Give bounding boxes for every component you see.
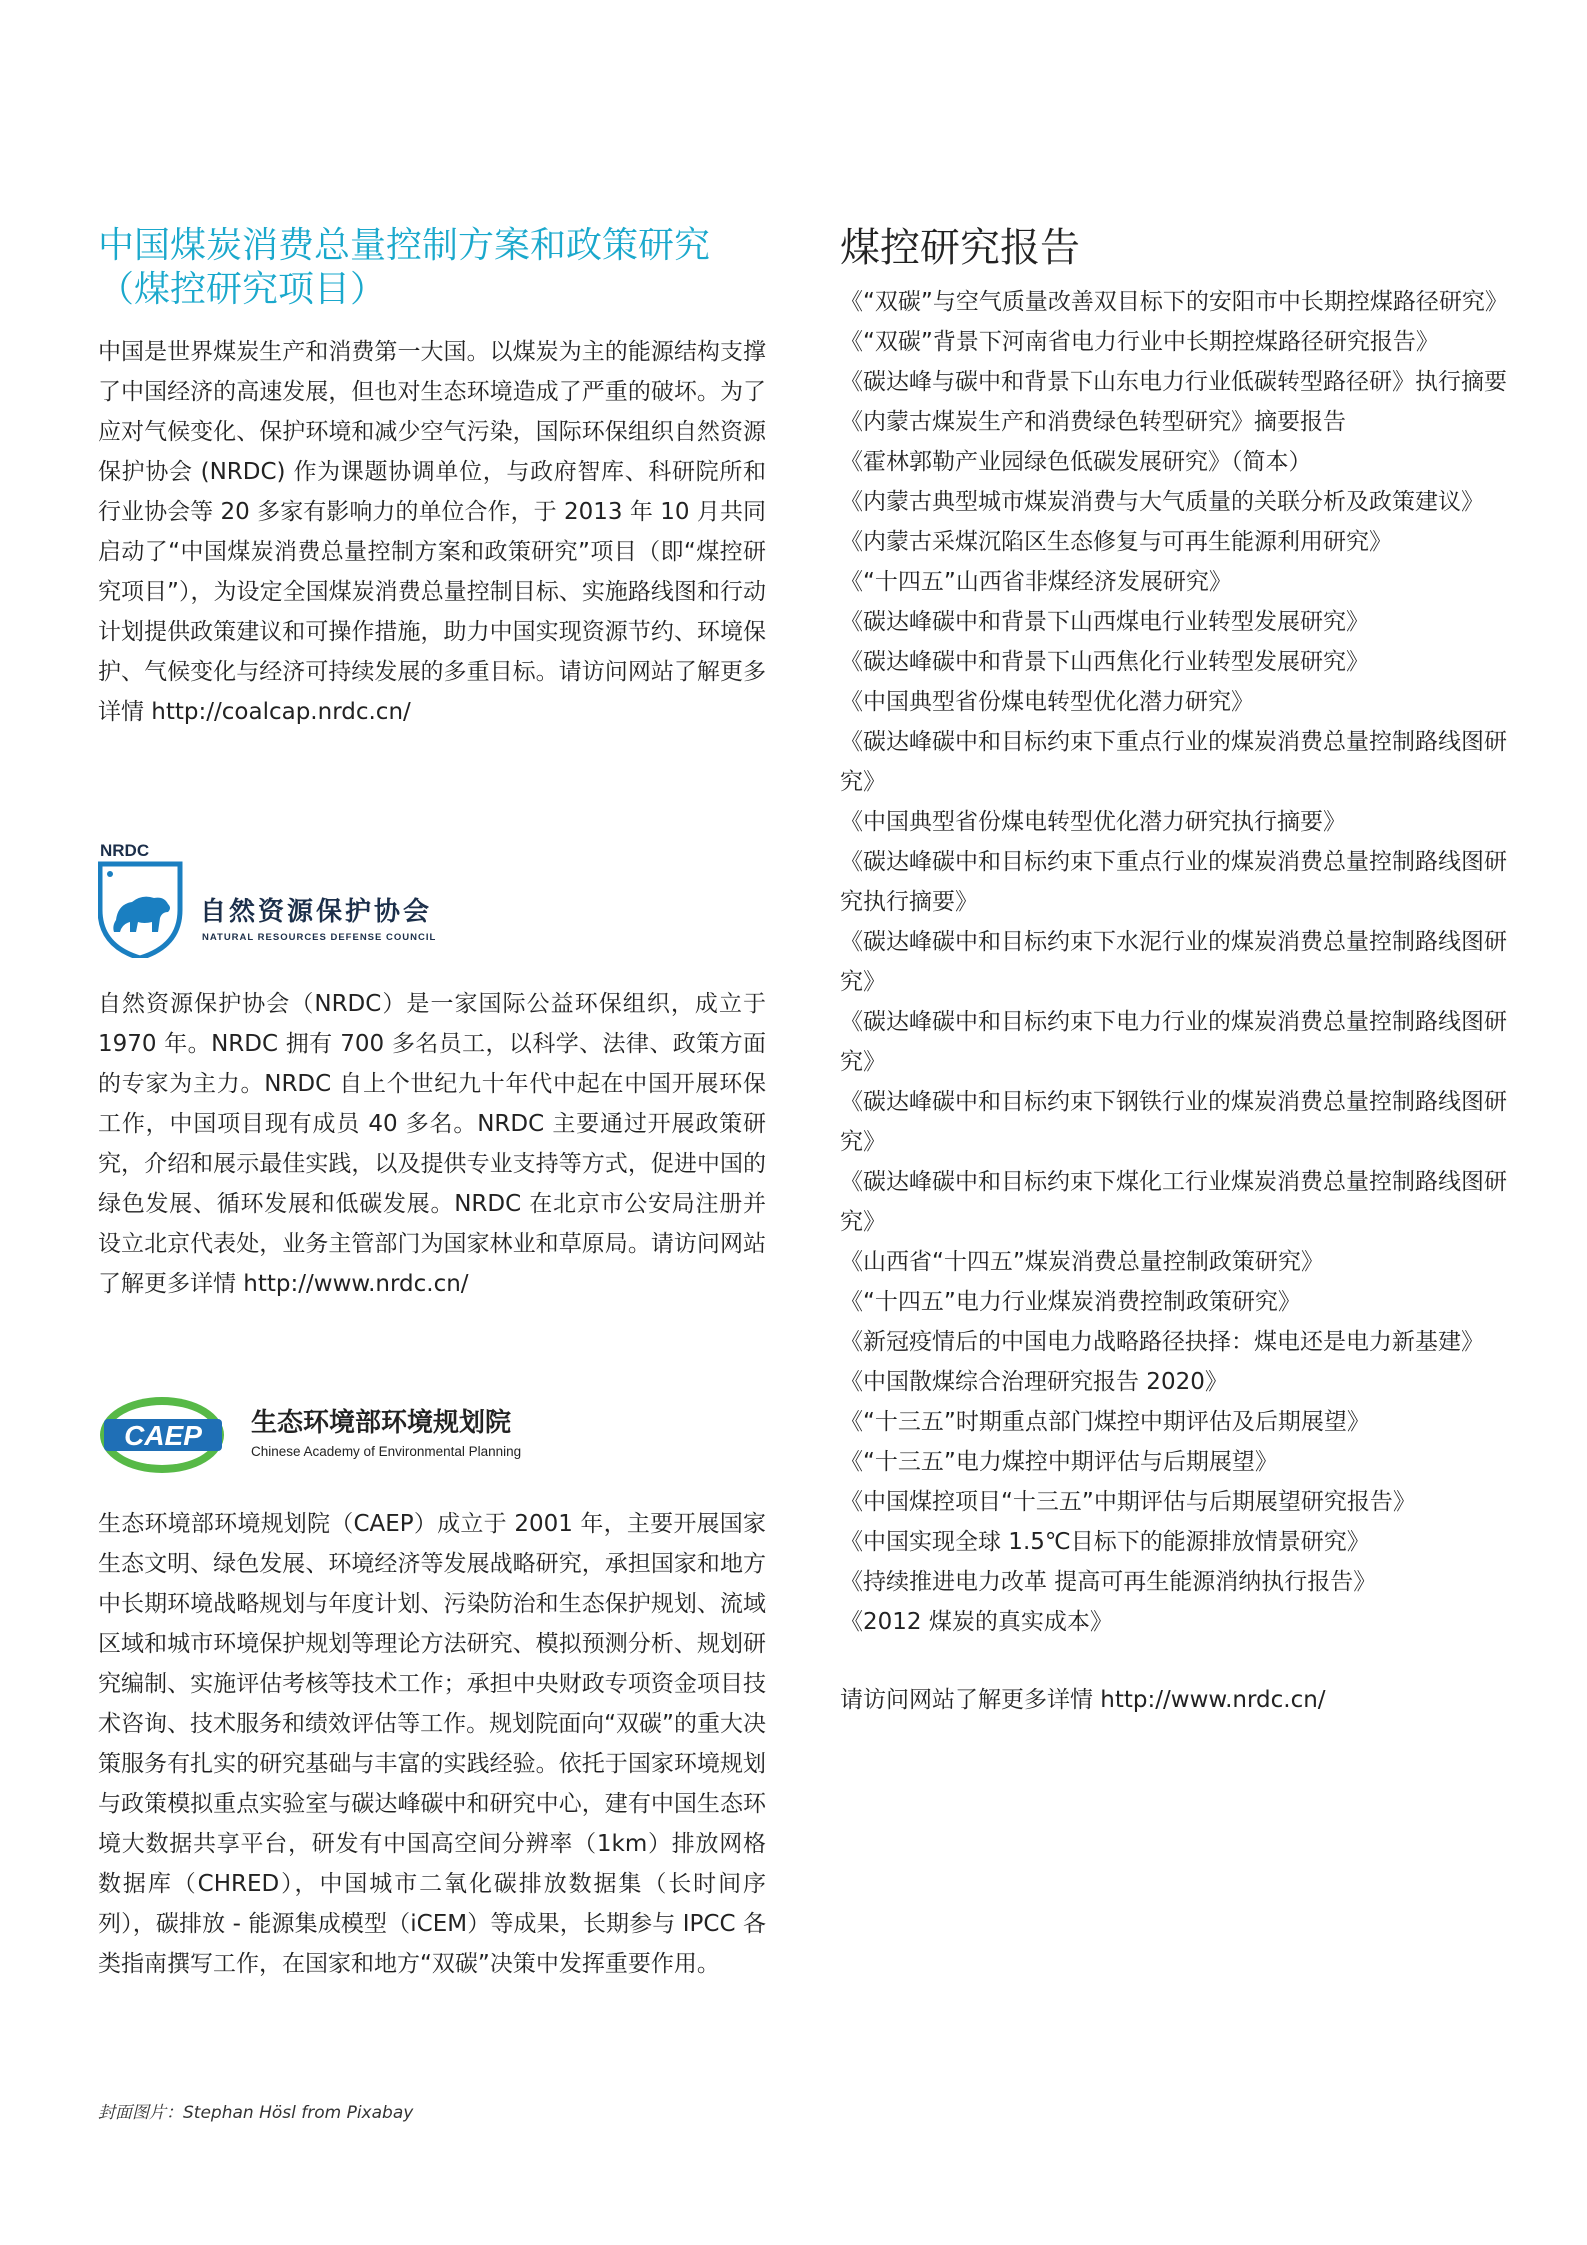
reports-list (840, 282, 1520, 1642)
report-item: 《“十四五”山西省非煤经济发展研究》 (840, 569, 1232, 595)
caep-description: 生态环境部环境规划院（CAEP）成立于 2001 年，主要开展国家生态文明、绿色发展、环境经济等发展战略研究，承担国家和地方中长期环境战略规划与年度计划、污染防治和生态保护规划、流域区域和城市环境保护规划等理论方法研究、模拟预测分析、规划研究编制、实施评估考核等技术工作；承担中央财政专项资金项目技术咨询、技术服务和绩效评估等工作。规划院面向“双碳”的重大决策服务有扎实的研究基础与丰富的实践经验。依托于国家环境规划与政策模拟重点实验室与碳达峰碳中和研究中心，建有中国生态环境大数据共享平台，研发有中国高空间分辨率（1km）排放网格数据库（CHRED），中国城市二氧化碳排放数据集（长时间序列），碳排放 - 能源集成模型（iCEM）等成果，长期参与 IPCC 各类指南撰写工作，在国家和地方“双碳”决策中发挥重要作用。 (98, 1511, 766, 1977)
report-item: 《碳达峰与碳中和背景下山东电力行业低碳转型路径研》执行摘要 (840, 369, 1507, 395)
nrdc-logo (98, 838, 498, 958)
nrdc-description: 自然资源保护协会（NRDC）是一家国际公益环保组织，成立于1970 年。NRDC 拥有 700 多名员工，以科学、法律、政策方面的专家为主力。NRDC 自上个世纪九十年代中起在中国开展环保工作，中国项目现有成员 40 多名。NRDC 主要通过开展政策研究，介绍和展示最佳实践，以及提供专业支持等方式，促进中国的绿色发展、循环发展和低碳发展。NRDC 在北京市公安局注册并设立北京代表处，业务主管部门为国家林业和草原局。请访问网站了解更多详情 http://www.nrdc.cn/ (98, 991, 766, 1297)
report-item: 《内蒙古采煤沉陷区生态修复与可再生能源利用研究》 (840, 529, 1392, 555)
report-item: 《山西省“十四五”煤炭消费总量控制政策研究》 (840, 1249, 1324, 1275)
polar-bear-shield-icon (100, 864, 180, 958)
report-item: 《碳达峰碳中和背景下山西焦化行业转型发展研究》 (840, 649, 1369, 675)
report-item: 《中国实现全球 1.5℃目标下的能源排放情景研究》 (840, 1529, 1370, 1555)
project-title-line2: （煤控研究项目） (98, 269, 387, 310)
report-item: 《“双碳”与空气质量改善双目标下的安阳市中长期控煤路径研究》 (840, 289, 1508, 315)
report-item: 《内蒙古典型城市煤炭消费与大气质量的关联分析及政策建议》 (840, 489, 1484, 515)
report-item: 《中国煤控项目“十三五”中期评估与后期展望研究报告》 (840, 1489, 1416, 1515)
report-item: 《“十三五”电力煤控中期评估与后期展望》 (840, 1449, 1278, 1475)
report-item: 《中国典型省份煤电转型优化潜力研究执行摘要》 (840, 809, 1346, 835)
cover-image-credit: 封面图片：Stephan Hösl from Pixabay (98, 2103, 414, 2123)
reports-section (840, 224, 1520, 1720)
report-item: 《碳达峰碳中和目标约束下钢铁行业的煤炭消费总量控制路线图研究》 (840, 1089, 1507, 1155)
caep-logo-abbr: CAEP (124, 1420, 202, 1451)
project-title-line1: 中国煤炭消费总量控制方案和政策研究 (98, 225, 711, 266)
report-item: 《碳达峰碳中和目标约束下煤化工行业煤炭消费总量控制路线图研究》 (840, 1169, 1507, 1235)
report-item: 《“双碳”背景下河南省电力行业中长期控煤路径研究报告》 (840, 329, 1439, 355)
reports-visit-link[interactable]: 请访问网站了解更多详情 http://www.nrdc.cn/ (840, 1687, 1326, 1713)
report-item: 《碳达峰碳中和目标约束下水泥行业的煤炭消费总量控制路线图研究》 (840, 929, 1507, 995)
caep-logo (98, 1395, 538, 1475)
report-item: 《“十四五”电力行业煤炭消费控制政策研究》 (840, 1289, 1301, 1315)
report-item: 《“十三五”时期重点部门煤控中期评估及后期展望》 (840, 1409, 1370, 1435)
caep-emblem-icon (100, 1397, 224, 1473)
nrdc-logo-name-cn: 自然资源保护协会 (200, 897, 433, 927)
reports-title: 煤控研究报告 (840, 225, 1080, 271)
caep-logo-name-en: Chinese Academy of Environmental Planning (251, 1444, 522, 1459)
report-item: 《碳达峰碳中和目标约束下重点行业的煤炭消费总量控制路线图研究》 (840, 729, 1507, 795)
report-item: 《碳达峰碳中和背景下山西煤电行业转型发展研究》 (840, 609, 1369, 635)
project-section (98, 224, 766, 732)
report-item: 《新冠疫情后的中国电力战略路径抉择：煤电还是电力新基建》 (840, 1329, 1484, 1355)
nrdc-logo-name-en: NATURAL RESOURCES DEFENSE COUNCIL (202, 932, 437, 943)
report-item: 《内蒙古煤炭生产和消费绿色转型研究》摘要报告 (840, 409, 1346, 435)
report-item: 《2012 煤炭的真实成本》 (840, 1609, 1113, 1635)
project-description: 中国是世界煤炭生产和消费第一大国。以煤炭为主的能源结构支撑了中国经济的高速发展，但也对生态环境造成了严重的破坏。为了应对气候变化、保护环境和减少空气污染，国际环保组织自然资源保护协会 (NRDC) 作为课题协调单位，与政府智库、科研院所和行业协会等 20 多家有影响力的单位合作，于 2013 年 10 月共同启动了“中国煤炭消费总量控制方案和政策研究”项目（即“煤控研究项目”），为设定全国煤炭消费总量控制目标、实施路线图和行动计划提供政策建议和可操作措施，助力中国实现资源节约、环境保护、气候变化与经济可持续发展的多重目标。请访问网站了解更多详情 http://coalcap.nrdc.cn/ (98, 339, 766, 725)
report-item: 《持续推进电力改革 提高可再生能源消纳执行报告》 (840, 1569, 1377, 1595)
report-item: 《霍林郭勒产业园绿色低碳发展研究》（简本） (840, 449, 1312, 475)
report-item: 《碳达峰碳中和目标约束下重点行业的煤炭消费总量控制路线图研究执行摘要》 (840, 849, 1507, 915)
caep-logo-name-cn: 生态环境部环境规划院 (251, 1408, 512, 1438)
nrdc-logo-abbr: NRDC (100, 841, 150, 860)
report-item: 《中国典型省份煤电转型优化潜力研究》 (840, 689, 1254, 715)
report-item: 《中国散煤综合治理研究报告 2020》 (840, 1369, 1228, 1395)
report-item: 《碳达峰碳中和目标约束下电力行业的煤炭消费总量控制路线图研究》 (840, 1009, 1507, 1075)
